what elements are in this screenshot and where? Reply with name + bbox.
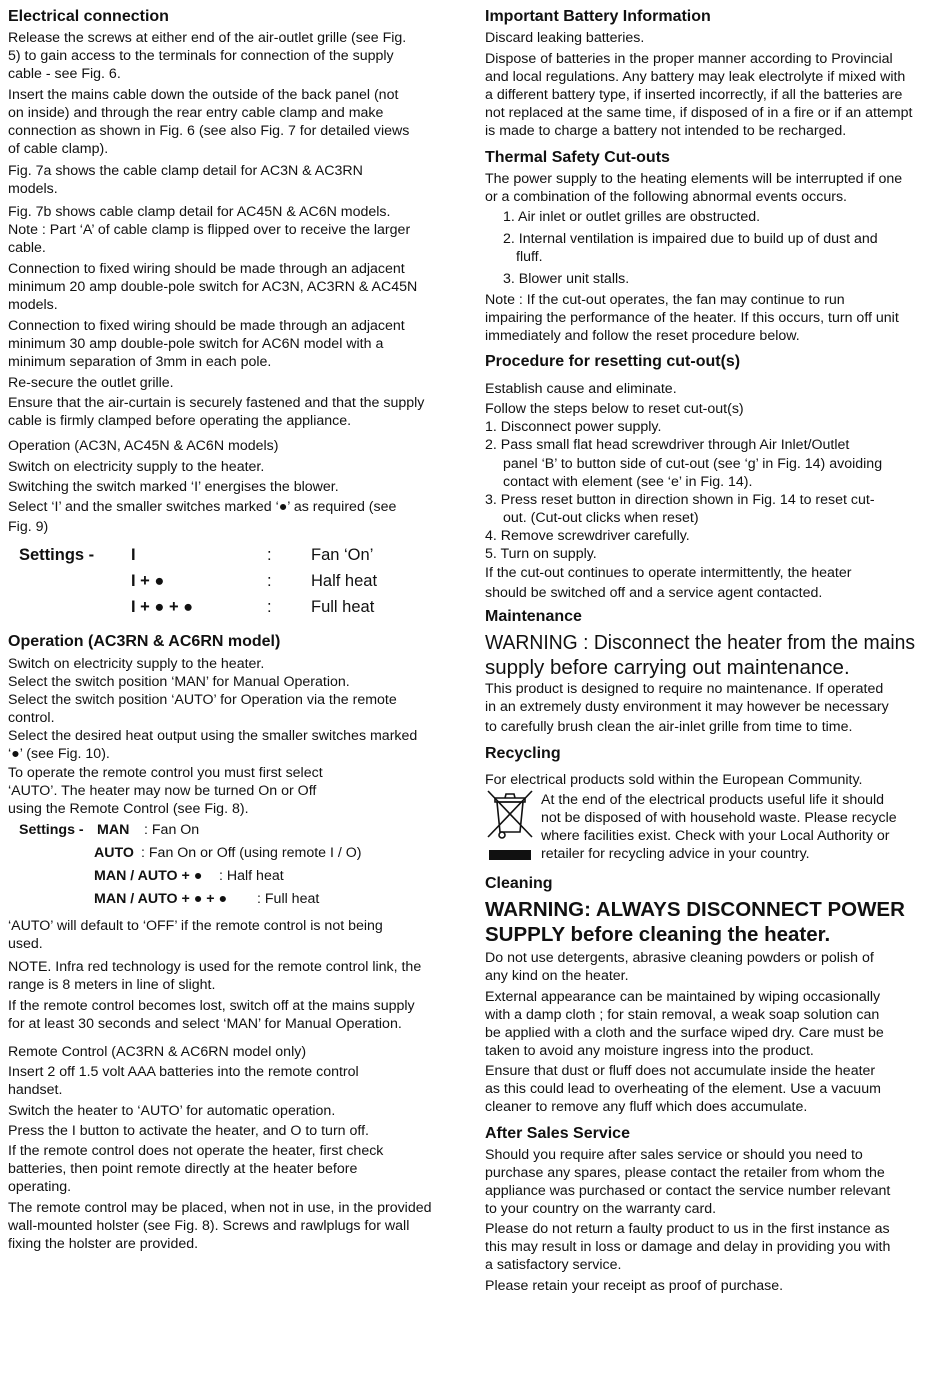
text-line: cable. xyxy=(8,240,46,256)
recycling-text-line: not be disposed of with household waste. Please recycle xyxy=(541,810,897,826)
setting-desc: Full heat xyxy=(311,598,375,616)
text-line: cleaner to remove any fluff which does accumulate. xyxy=(485,1099,808,1115)
text-line: range is 8 meters in line of slight. xyxy=(8,977,216,993)
text-line: on inside) and through the rear entry cable clamp and make xyxy=(8,105,384,121)
setting-desc: : Full heat xyxy=(257,891,320,907)
text-line: Operation (AC3N, AC45N & AC6N models) xyxy=(8,438,279,454)
text-line: 2. Pass small flat head screwdriver through Air Inlet/Outlet xyxy=(485,437,850,453)
settings-label: Settings - xyxy=(19,546,95,564)
text-line: minimum separation of 3mm in each pole. xyxy=(8,354,272,370)
text-line: not replaced at the same time, if disposed of in a fire or if an attempt xyxy=(485,105,913,121)
setting-desc: Fan ‘On’ xyxy=(311,546,374,564)
text-line: Connection to fixed wiring should be made through an adjacent xyxy=(8,261,405,277)
text-line: wall-mounted holster (see Fig. 8). Screws and rawlplugs for wall xyxy=(8,1218,410,1234)
colon: : xyxy=(267,546,272,564)
text-line: Should you require after sales service or should you need to xyxy=(485,1147,863,1163)
section-heading: Important Battery Information xyxy=(485,8,711,25)
text-line: 5) to gain access to the terminals for connection of the supply xyxy=(8,48,394,64)
text-line: Re-secure the outlet grille. xyxy=(8,375,174,391)
text-line: taken to avoid any moisture ingress into the product. xyxy=(485,1043,814,1059)
text-line: Note : Part ‘A’ of cable clamp is flipped over to receive the larger xyxy=(8,222,411,238)
text-line: NOTE. Infra red technology is used for the remote control link, the xyxy=(8,959,422,975)
section-heading: Procedure for resetting cut-out(s) xyxy=(485,353,741,370)
setting-desc: : Fan On or Off (using remote I / O) xyxy=(141,845,362,861)
text-line: fixing the holster are provided. xyxy=(8,1236,199,1252)
text-line: or a combination of the following abnormal events occurs. xyxy=(485,189,847,205)
switch-combo: MAN / AUTO + ● + ● xyxy=(94,891,228,907)
text-line: operating. xyxy=(8,1179,72,1195)
text-line: Follow the steps below to reset cut-out(s) xyxy=(485,401,744,417)
text-line: Note : If the cut-out operates, the fan may continue to run xyxy=(485,292,845,308)
crossed-out-wheelie-bin-icon xyxy=(485,788,535,860)
text-line: appliance was purchased or contact the service number relevant xyxy=(485,1183,891,1199)
section-heading: Cleaning xyxy=(485,875,553,892)
text-line: Switch the heater to ‘AUTO’ for automatic operation. xyxy=(8,1103,336,1119)
text-line: connection as shown in Fig. 6 (see also Fig. 7 for detailed views xyxy=(8,123,410,139)
text-line: The power supply to the heating elements will be interrupted if one xyxy=(485,171,903,187)
text-line: in an extremely dusty environment it may however be necessary xyxy=(485,699,889,715)
text-line: a satisfactory service. xyxy=(485,1257,622,1273)
switch-combo: MAN xyxy=(97,822,130,838)
text-line: External appearance can be maintained by wiping occasionally xyxy=(485,989,881,1005)
text-line: Ensure that dust or fluff does not accumulate inside the heater xyxy=(485,1063,876,1079)
text-line: models. xyxy=(8,181,58,197)
text-line: minimum 30 amp double-pole switch for AC6N model with a xyxy=(8,336,384,352)
text-line: ‘AUTO’. The heater may now be turned On or Off xyxy=(8,783,317,799)
text-line: and local regulations. Any battery may leak electrolyte if mixed with xyxy=(485,69,906,85)
warning-text: supply before carrying out maintenance. xyxy=(485,656,850,679)
setting-desc: : Fan On xyxy=(144,822,200,838)
recycling-text-line: retailer for recycling advice in your country. xyxy=(541,846,810,862)
section-heading: Electrical connection xyxy=(8,8,169,25)
text-line: Switch on electricity supply to the heater. xyxy=(8,656,265,672)
text-line: Fig. 9) xyxy=(8,519,49,535)
text-line: If the cut-out continues to operate intermittently, the heater xyxy=(485,565,852,581)
text-line: Discard leaking batteries. xyxy=(485,30,645,46)
text-line: is made to charge a battery not intended to be recharged. xyxy=(485,123,847,139)
switch-combo: I + ● + ● xyxy=(131,598,194,616)
section-heading: After Sales Service xyxy=(485,1125,630,1142)
text-line: ‘●’ (see Fig. 10). xyxy=(8,746,110,762)
text-line: 4. Remove screwdriver carefully. xyxy=(485,528,690,544)
text-line: immediately and follow the reset procedure below. xyxy=(485,328,800,344)
text-line: Establish cause and eliminate. xyxy=(485,381,677,397)
switch-combo: I + ● xyxy=(131,572,165,590)
text-line: be applied with a cloth and the surface wiped dry. Care must be xyxy=(485,1025,884,1041)
text-line: 2. Internal ventilation is impaired due to build up of dust and xyxy=(503,231,878,247)
text-line: contact with element (see ‘e’ in Fig. 14). xyxy=(503,474,753,490)
text-line: Ensure that the air-curtain is securely fastened and that the supply xyxy=(8,395,425,411)
text-line: should be switched off and a service agent contacted. xyxy=(485,585,823,601)
text-line: 1. Disconnect power supply. xyxy=(485,419,662,435)
text-line: If the remote control becomes lost, switch off at the mains supply xyxy=(8,998,415,1014)
warning-text: WARNING : Disconnect the heater from the mains xyxy=(485,631,916,654)
text-line: handset. xyxy=(8,1082,63,1098)
text-line: used. xyxy=(8,936,43,952)
text-line: If the remote control does not operate the heater, first check xyxy=(8,1143,384,1159)
setting-desc: Half heat xyxy=(311,572,378,590)
text-line: Select the desired heat output using the smaller switches marked xyxy=(8,728,418,744)
text-line: Please retain your receipt as proof of purchase. xyxy=(485,1278,784,1294)
text-line: Switch on electricity supply to the heater. xyxy=(8,459,265,475)
text-line: models. xyxy=(8,297,58,313)
text-line: This product is designed to require no maintenance. If operated xyxy=(485,681,884,697)
text-line: Please do not return a faulty product to us in the first instance as xyxy=(485,1221,890,1237)
text-line: Switching the switch marked ‘I’ energises the blower. xyxy=(8,479,339,495)
text-line: minimum 20 amp double-pole switch for AC3N, AC3RN & AC45N xyxy=(8,279,418,295)
text-line: Fig. 7b shows cable clamp detail for AC45N & AC6N models. xyxy=(8,204,391,220)
switch-combo: AUTO xyxy=(94,845,134,861)
text-line: with a damp cloth ; for stain removal, a weak soap solution can xyxy=(485,1007,880,1023)
section-heading: Operation (AC3RN & AC6RN model) xyxy=(8,633,281,650)
section-heading: Thermal Safety Cut-outs xyxy=(485,149,670,166)
text-line: Fig. 7a shows the cable clamp detail for AC3N & AC3RN xyxy=(8,163,363,179)
text-line: fluff. xyxy=(516,249,543,265)
settings-label: Settings - xyxy=(19,822,84,838)
text-line: Insert the mains cable down the outside of the back panel (not xyxy=(8,87,399,103)
text-line: 1. Air inlet or outlet grilles are obstructed. xyxy=(503,209,761,225)
text-line: Do not use detergents, abrasive cleaning powders or polish of xyxy=(485,950,874,966)
text-line: Remote Control (AC3RN & AC6RN model only) xyxy=(8,1044,307,1060)
text-line: 3. Blower unit stalls. xyxy=(503,271,630,287)
text-line: out. (Cut-out clicks when reset) xyxy=(503,510,699,526)
text-line: Select the switch position ‘AUTO’ for Operation via the remote xyxy=(8,692,397,708)
text-line: For electrical products sold within the European Community. xyxy=(485,772,863,788)
text-line: as this could lead to overheating of the element. Use a vacuum xyxy=(485,1081,881,1097)
text-line: for at least 30 seconds and select ‘MAN’ for Manual Operation. xyxy=(8,1016,402,1032)
warning-text: WARNING: ALWAYS DISCONNECT POWER xyxy=(485,898,905,921)
text-line: Insert 2 off 1.5 volt AAA batteries into the remote control xyxy=(8,1064,359,1080)
recycling-text-line: At the end of the electrical products useful life it should xyxy=(541,792,885,808)
text-line: Select the switch position ‘MAN’ for Manual Operation. xyxy=(8,674,350,690)
text-line: To operate the remote control you must first select xyxy=(8,765,323,781)
text-line: Press the I button to activate the heater, and O to turn off. xyxy=(8,1123,369,1139)
colon: : xyxy=(267,572,272,590)
text-line: of cable clamp). xyxy=(8,141,109,157)
text-line: Select ‘I’ and the smaller switches marked ‘●’ as required (see xyxy=(8,499,397,515)
text-line: cable is firmly clamped before operating the appliance. xyxy=(8,413,352,429)
text-line: cable - see Fig. 6. xyxy=(8,66,121,82)
text-line: The remote control may be placed, when not in use, in the provided xyxy=(8,1200,432,1216)
text-line: this may result in loss or damage and delay in providing you with xyxy=(485,1239,891,1255)
setting-desc: : Half heat xyxy=(219,868,284,884)
text-line: Release the screws at either end of the air-outlet grille (see Fig. xyxy=(8,30,407,46)
text-line: 3. Press reset button in direction shown in Fig. 14 to reset cut- xyxy=(485,492,875,508)
text-line: any kind on the heater. xyxy=(485,968,629,984)
text-line: 5. Turn on supply. xyxy=(485,546,597,562)
switch-combo: MAN / AUTO + ● xyxy=(94,868,203,884)
text-line: to your country on the warranty card. xyxy=(485,1201,717,1217)
text-line: ‘AUTO’ will default to ‘OFF’ if the remote control is not being xyxy=(8,918,383,934)
text-line: batteries, then point remote directly at the heater before xyxy=(8,1161,358,1177)
text-line: panel ‘B’ to button side of cut-out (see ‘g’ in Fig. 14) avoiding xyxy=(503,456,883,472)
text-line: impairing the performance of the heater. If this occurs, turn off unit xyxy=(485,310,899,326)
text-line: Dispose of batteries in the proper manner according to Provincial xyxy=(485,51,893,67)
text-line: purchase any spares, please contact the retailer from whom the xyxy=(485,1165,885,1181)
colon: : xyxy=(267,598,272,616)
text-line: control. xyxy=(8,710,55,726)
section-heading: Maintenance xyxy=(485,608,582,625)
text-line: a different battery type, if inserted incorrectly, if all the batteries are xyxy=(485,87,903,103)
text-line: Connection to fixed wiring should be made through an adjacent xyxy=(8,318,405,334)
text-line: to carefully brush clean the air-inlet grille from time to time. xyxy=(485,719,853,735)
switch-combo: I xyxy=(131,546,136,564)
text-line: using the Remote Control (see Fig. 8). xyxy=(8,801,249,817)
section-heading: Recycling xyxy=(485,745,561,762)
warning-text: SUPPLY before cleaning the heater. xyxy=(485,923,831,946)
recycling-text-line: where facilities exist. Check with your Local Authority or xyxy=(541,828,890,844)
